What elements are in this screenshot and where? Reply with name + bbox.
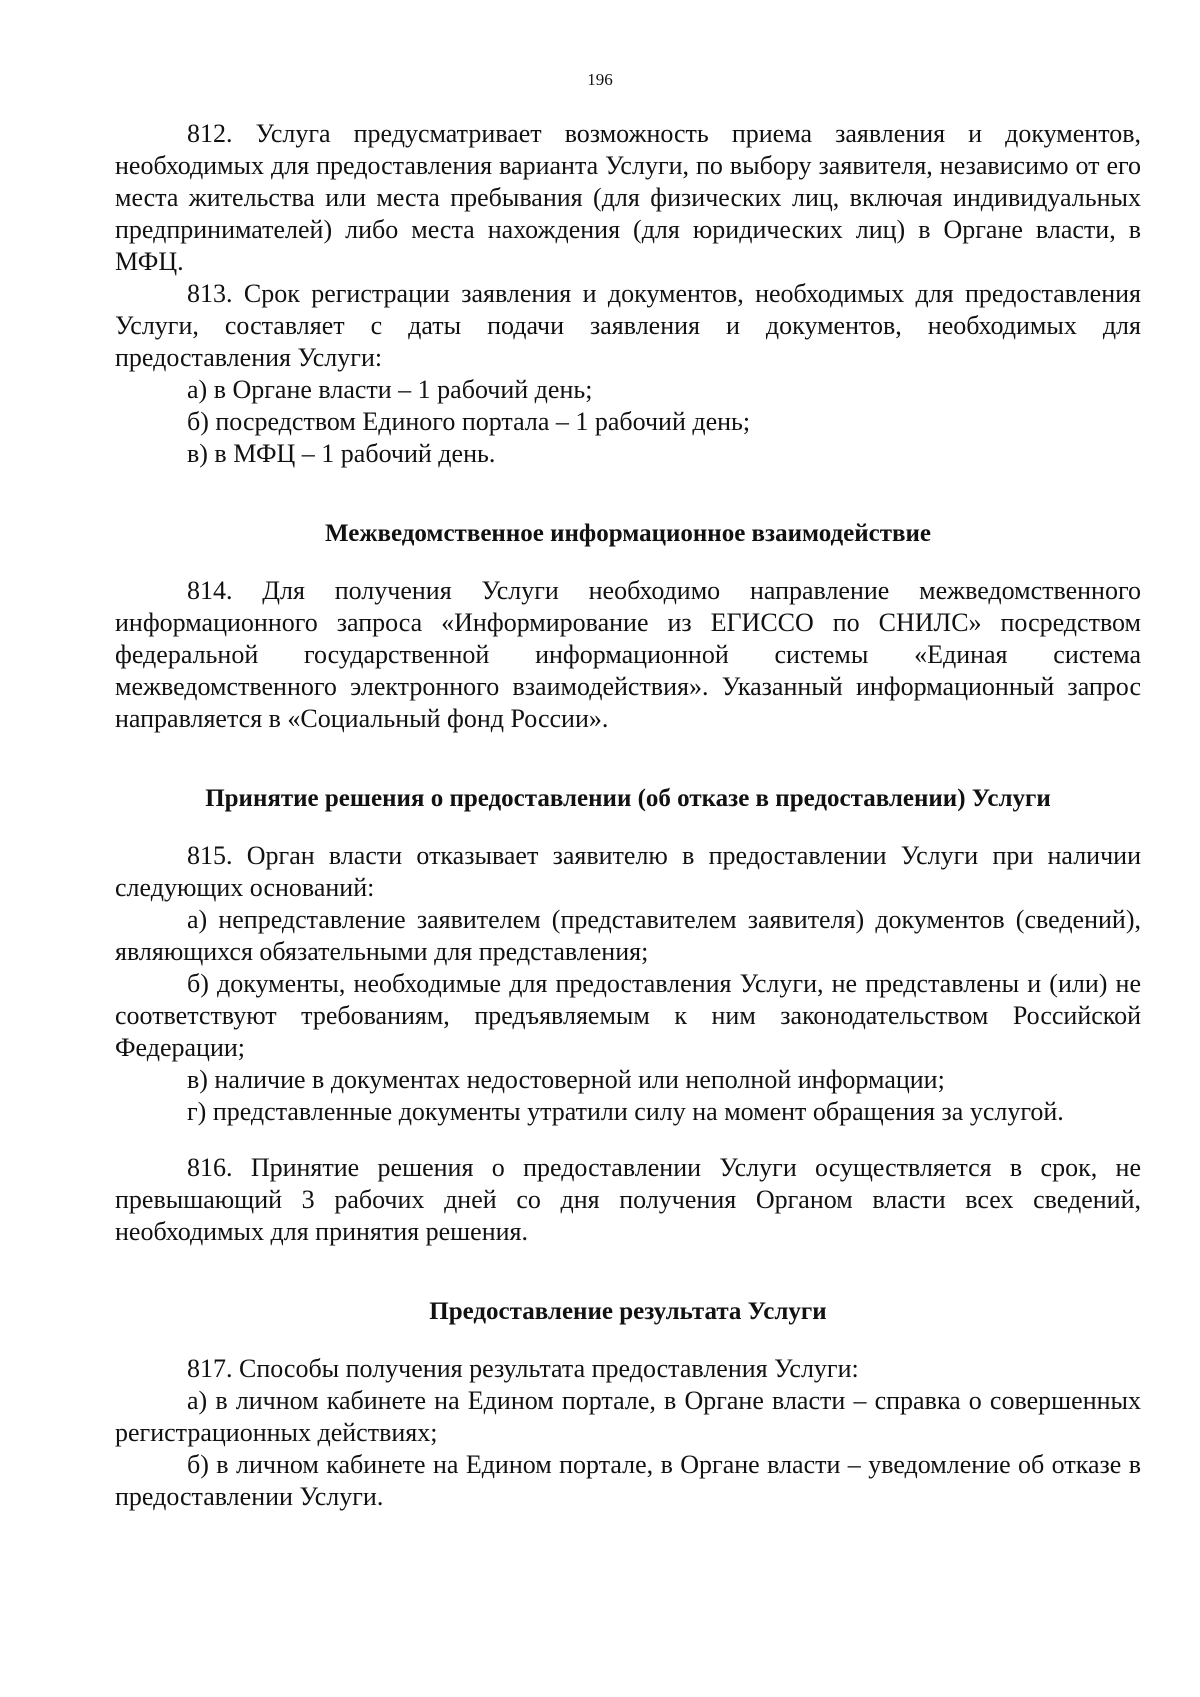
list-item-815-c: в) наличие в документах недостоверной или неполной информации; [187,1065,945,1094]
section-heading-decision: Принятие решения о предоставлении (об отказе в предоставлении) Услуги [205,785,1051,812]
section-heading-result: Предоставление результата Услуги [429,1298,827,1325]
list-item-813-b: б) посредством Единого портала – 1 рабочий день; [187,407,751,436]
list-item-813-c: в) в МФЦ – 1 рабочий день. [187,439,496,468]
paragraph-814: 814. Для получения Услуги необходимо направление межведомственного информационного запроса «Информирование из ЕГИССО по СНИЛС» посредством федеральной государственной информационной системы «Единая система межведомственного электронного взаимодействия». Указанный информационный запрос направляется в «Социальный фонд России». [115,576,1141,733]
document-body [115,118,1141,1513]
list-item-817-b: б) в личном кабинете на Едином портале, в Органе власти – уведомление об отказе в предоставлении Услуги. [115,1450,1141,1511]
section-heading-interagency: Межведомственное информационное взаимодействие [325,520,931,547]
list-item-815-a: а) непредставление заявителем (представителем заявителя) документов (сведений), являющихся обязательными для представления; [115,905,1141,966]
paragraph-813: 813. Срок регистрации заявления и документов, необходимых для предоставления Услуги, составляет с даты подачи заявления и документов, необходимых для предоставления Услуги: [115,279,1141,372]
page-number: 196 [587,70,613,89]
list-item-817-a: а) в личном кабинете на Едином портале, в Органе власти – справка о совершенных регистрационных действиях; [115,1386,1141,1447]
paragraph-812: 812. Услуга предусматривает возможность приема заявления и документов, необходимых для предоставления варианта Услуги, по выбору заявителя, независимо от его места жительства или места пребывания (для физических лиц, включая индивидуальных предпринимателей) либо места нахождения (для юридических лиц) в Органе власти, в МФЦ. [115,119,1141,276]
list-item-815-b: б) документы, необходимые для предоставления Услуги, не представлены и (или) не соответствуют требованиям, предъявляемым к ним законодательством Российской Федерации; [115,969,1141,1062]
paragraph-816: 816. Принятие решения о предоставлении Услуги осуществляется в срок, не превышающий 3 рабочих дней со дня получения Органом власти всех сведений, необходимых для принятия решения. [115,1153,1141,1246]
paragraph-817: 817. Способы получения результата предоставления Услуги: [187,1354,859,1383]
list-item-813-a: а) в Органе власти – 1 рабочий день; [187,375,593,404]
paragraph-815: 815. Орган власти отказывает заявителю в предоставлении Услуги при наличии следующих оснований: [115,841,1141,902]
list-item-815-d: г) представленные документы утратили силу на момент обращения за услугой. [187,1097,1064,1126]
